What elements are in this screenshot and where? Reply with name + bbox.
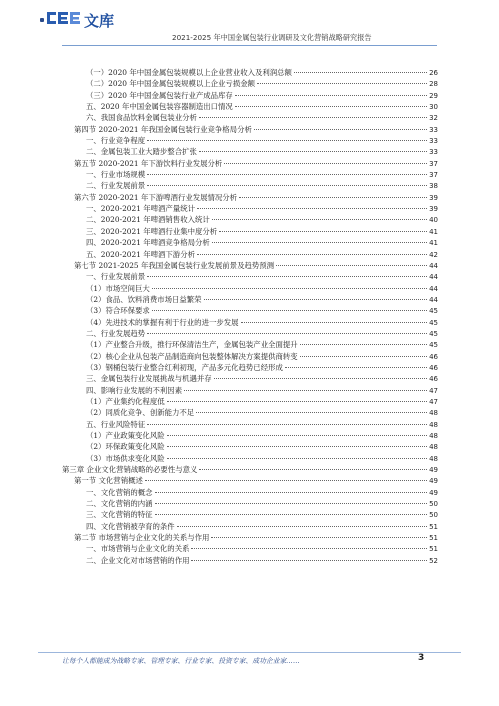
toc-entry-page: 49 (429, 477, 438, 486)
toc-leader-dots (152, 310, 427, 311)
toc-entry-label: 五、行业风险特征 (86, 419, 146, 429)
toc-entry-page: 30 (429, 103, 438, 112)
toc-entry-page: 26 (429, 69, 438, 77)
toc-entry-label: （4）先进技术的掌握有利于行业的进一步发展 (86, 317, 239, 327)
toc-entry-label: 第三章 企业文化营销战略的必要性与意义 (62, 465, 198, 475)
toc-entry[interactable] (62, 271, 438, 282)
toc-entry-page: 37 (429, 159, 438, 168)
toc-entry-label: 第七节 2021-2025 年我国金属包装行业发展前景及趋势预测 (74, 260, 275, 270)
toc-entry[interactable] (62, 203, 438, 214)
toc-entry-label: 二、文化营销的内涵 (86, 499, 153, 509)
toc-leader-dots (294, 72, 427, 73)
toc-entry-label: 三、金属包装行业发展挑战与机遇并存 (86, 374, 212, 384)
toc-entry-label: 六、我国食品饮料金属包装业分析 (86, 113, 197, 123)
toc-leader-dots (204, 299, 427, 300)
toc-entry-label: 一、行业竞争程度 (86, 136, 146, 146)
toc-leader-dots (197, 208, 427, 209)
toc-leader-dots (199, 469, 427, 470)
toc-entry-page: 44 (429, 261, 438, 270)
toc-entry[interactable] (62, 214, 438, 225)
toc-leader-dots (191, 548, 427, 549)
toc-entry[interactable] (62, 249, 438, 260)
toc-leader-dots (197, 254, 427, 255)
toc-leader-dots (147, 140, 427, 141)
toc-entry-page: 51 (429, 522, 438, 531)
toc-entry[interactable] (62, 78, 438, 89)
toc-leader-dots (276, 265, 427, 266)
toc-entry[interactable] (62, 521, 438, 532)
toc-entry-page: 37 (429, 171, 438, 180)
toc-entry-page: 47 (429, 397, 438, 406)
toc-entry[interactable] (62, 498, 438, 509)
toc-entry[interactable] (62, 90, 438, 101)
toc-entry-page: 44 (429, 284, 438, 293)
footer-slogan: 让每个人都能成为战略专家、管理专家、行业专家、投资专家、成功企业家…… (62, 657, 300, 665)
toc-entry[interactable] (62, 487, 438, 498)
header-title: 2021-2025 年中国金属包装行业调研及文化营销战略研究报告 (172, 33, 372, 42)
toc-entry-label: 二、2020-2021 年啤酒销售收入统计 (86, 215, 210, 225)
toc-entry[interactable] (62, 351, 438, 362)
toc-entry-page: 29 (429, 91, 438, 100)
toc-entry-label: 第二节 市场营销与企业文化的关系与作用 (74, 533, 210, 543)
toc-entry[interactable] (62, 101, 438, 112)
toc-leader-dots (155, 514, 427, 515)
toc-entry-label: （3）市场供求变化风险 (86, 453, 165, 463)
toc-entry-page: 48 (429, 409, 438, 418)
toc-leader-dots (147, 333, 427, 334)
toc-entry-label: 二、金属包装工业大踏步整合扩张 (86, 147, 197, 157)
toc-entry-page: 45 (429, 329, 438, 338)
toc-leader-dots (147, 276, 427, 277)
toc-entry-label: 四、文化营销被孕育的条件 (86, 521, 175, 531)
toc-entry-label: 五、2020 年中国金属包装容器制造出口情况 (86, 102, 233, 112)
toc-leader-dots (177, 526, 427, 527)
toc-entry[interactable] (62, 430, 438, 441)
header-divider (62, 45, 437, 46)
toc-leader-dots (300, 356, 427, 357)
toc-entry-page: 44 (429, 273, 438, 282)
toc-leader-dots (212, 219, 427, 220)
toc-entry-page: 46 (429, 352, 438, 361)
toc-entry-page: 45 (429, 307, 438, 316)
toc-entry-page: 48 (429, 443, 438, 452)
toc-entry-page: 51 (429, 534, 438, 543)
toc-entry[interactable] (62, 260, 438, 271)
toc-entry-label: （2）食品、饮料消费市场日益繁荣 (86, 294, 202, 304)
page-number: 3 (418, 653, 425, 663)
toc-leader-dots (241, 322, 427, 323)
toc-leader-dots (212, 242, 427, 243)
toc-leader-dots (191, 560, 427, 561)
toc-leader-dots (239, 197, 427, 198)
toc-entry-label: 二、行业发展前景 (86, 181, 146, 191)
toc-leader-dots (167, 446, 427, 447)
toc-leader-dots (152, 288, 427, 289)
toc-entry[interactable] (62, 407, 438, 418)
toc-entry-page: 39 (429, 205, 438, 214)
toc-entry-page: 52 (429, 556, 438, 565)
toc-leader-dots (235, 95, 427, 96)
toc-leader-dots (199, 117, 427, 118)
toc-entry[interactable] (62, 317, 438, 328)
toc-leader-dots (257, 83, 427, 84)
toc-entry-label: 一、2020-2021 年啤酒产量统计 (86, 204, 195, 214)
toc-leader-dots (214, 378, 427, 379)
toc-entry-label: （1）产业集约化程度低 (86, 396, 165, 406)
toc-entry-label: 一、市场营销与企业文化的关系 (86, 544, 190, 554)
toc-entry[interactable] (62, 135, 438, 146)
toc-entry[interactable] (62, 283, 438, 294)
toc-entry-page: 33 (429, 137, 438, 146)
toc-entry[interactable] (62, 124, 438, 135)
footer-divider (38, 652, 461, 653)
toc-entry-page: 51 (429, 545, 438, 554)
toc-leader-dots (184, 390, 427, 391)
toc-entry-page: 41 (429, 227, 438, 236)
toc-leader-dots (145, 480, 427, 481)
toc-entry-page: 32 (429, 114, 438, 123)
toc-entry[interactable] (62, 441, 438, 452)
toc-leader-dots (300, 344, 427, 345)
toc-entry-label: 五、2020-2021 年啤酒下游分析 (86, 249, 195, 259)
toc-entry-label: （2）核心企业从包装产品制造商向包装整体解决方案提供商转变 (86, 351, 298, 361)
toc-entry-label: 第五节 2020-2021 年下游饮料行业发展分析 (74, 158, 223, 168)
toc-leader-dots (235, 106, 427, 107)
logo-glyph-icon (47, 10, 81, 26)
toc-entry-label: （1）市场空间巨大 (86, 283, 150, 293)
toc-entry-label: （3）钢桶包装行业整合红利初现，产品多元化趋势已经形成 (86, 362, 283, 372)
toc-entry[interactable] (62, 339, 438, 350)
toc-entry-page: 45 (429, 318, 438, 327)
toc-entry[interactable] (62, 226, 438, 237)
toc-entry-page: 41 (429, 239, 438, 248)
toc-entry[interactable] (62, 396, 438, 407)
toc-entry-label: （2）环保政策变化风险 (86, 442, 165, 452)
toc-entry-label: （3）符合环保要求 (86, 306, 150, 316)
toc-entry[interactable] (62, 294, 438, 305)
toc-entry-page: 50 (429, 511, 438, 520)
toc-entry-page: 40 (429, 216, 438, 225)
toc-leader-dots (147, 424, 427, 425)
toc-leader-dots (147, 185, 427, 186)
toc-entry[interactable] (62, 305, 438, 316)
table-of-contents (62, 67, 438, 566)
toc-entry[interactable] (62, 543, 438, 554)
toc-entry-label: 二、行业发展趋势 (86, 328, 146, 338)
toc-entry-label: 第一节 文化营销概述 (74, 476, 143, 486)
toc-entry-label: 四、影响行业发展的不利因素 (86, 385, 183, 395)
toc-leader-dots (211, 537, 427, 538)
toc-leader-dots (167, 401, 427, 402)
toc-entry[interactable] (62, 158, 438, 169)
toc-entry[interactable] (62, 419, 438, 430)
toc-entry-page: 48 (429, 420, 438, 429)
toc-entry-label: 四、2020-2021 年啤酒竞争格局分析 (86, 238, 210, 248)
toc-leader-dots (196, 412, 427, 413)
toc-leader-dots (219, 231, 427, 232)
toc-entry-label: （2）同质化竞争、创新能力不足 (86, 408, 195, 418)
toc-entry-page: 39 (429, 193, 438, 202)
toc-entry-page: 49 (429, 466, 438, 475)
toc-leader-dots (155, 503, 427, 504)
toc-entry-label: （一）2020 年中国金属包装规模以上企业营业收入及利润总额 (86, 68, 292, 77)
toc-entry[interactable] (62, 146, 438, 157)
toc-leader-dots (224, 163, 427, 164)
toc-entry-page: 46 (429, 375, 438, 384)
toc-entry[interactable] (62, 475, 438, 486)
toc-entry-page: 48 (429, 454, 438, 463)
toc-entry-label: （二）2020 年中国金属包装规模以上企业亏损金额 (86, 79, 255, 89)
toc-entry-page: 48 (429, 432, 438, 440)
toc-entry-label: （1）产业政策变化风险 (86, 431, 165, 440)
toc-leader-dots (285, 367, 427, 368)
toc-entry-label: 三、2020-2021 年啤酒行业集中度分析 (86, 226, 218, 236)
toc-entry-page: 45 (429, 341, 438, 350)
toc-entry-label: 第四节 2020-2021 年我国金属包装行业竞争格局分析 (74, 124, 252, 134)
toc-entry[interactable] (62, 453, 438, 464)
toc-entry[interactable] (62, 169, 438, 180)
toc-entry-page: 33 (429, 125, 438, 134)
toc-entry-label: 第六节 2020-2021 年下游啤酒行业发展情况分析 (74, 192, 238, 202)
toc-entry-label: 一、行业发展前景 (86, 272, 146, 282)
toc-entry[interactable] (62, 532, 438, 543)
toc-entry-label: 一、文化营销的概念 (86, 487, 153, 497)
toc-entry-label: （三）2020 年中国金属包装行业产成品库存 (86, 90, 233, 100)
toc-entry[interactable] (62, 112, 438, 123)
toc-leader-dots (155, 492, 427, 493)
toc-entry[interactable] (62, 385, 438, 396)
toc-entry[interactable] (62, 555, 438, 566)
toc-entry[interactable] (62, 464, 438, 475)
toc-entry[interactable] (62, 237, 438, 248)
toc-leader-dots (167, 435, 427, 436)
toc-entry-page: 46 (429, 363, 438, 372)
toc-entry-label: 三、文化营销的特征 (86, 510, 153, 520)
toc-entry[interactable] (62, 362, 438, 373)
toc-entry-page: 42 (429, 250, 438, 259)
toc-entry[interactable] (62, 509, 438, 520)
toc-entry-label: （1）产业整合升级，推行环保清洁生产，金属包装产业全面提升 (86, 340, 298, 350)
toc-entry-page: 33 (429, 148, 438, 157)
logo-bullet-icon (40, 18, 44, 22)
toc-entry-label: 二、企业文化对市场营销的作用 (86, 555, 190, 565)
toc-leader-dots (167, 458, 427, 459)
toc-leader-dots (254, 129, 427, 130)
toc-entry[interactable] (62, 180, 438, 191)
toc-entry[interactable] (62, 328, 438, 339)
toc-entry-page: 28 (429, 80, 438, 89)
toc-entry[interactable] (62, 192, 438, 203)
toc-entry-page: 44 (429, 295, 438, 304)
toc-entry-page: 49 (429, 488, 438, 497)
toc-entry-page: 50 (429, 500, 438, 509)
toc-entry-page: 38 (429, 182, 438, 191)
toc-entry[interactable] (62, 67, 438, 78)
toc-leader-dots (199, 151, 427, 152)
toc-leader-dots (147, 174, 427, 175)
toc-entry[interactable] (62, 373, 438, 384)
toc-entry-label: 一、行业市场规模 (86, 170, 146, 180)
logo (40, 10, 114, 30)
logo-mark-icon (47, 10, 81, 30)
toc-entry-page: 47 (429, 386, 438, 395)
logo-text: 文库 (84, 11, 115, 30)
